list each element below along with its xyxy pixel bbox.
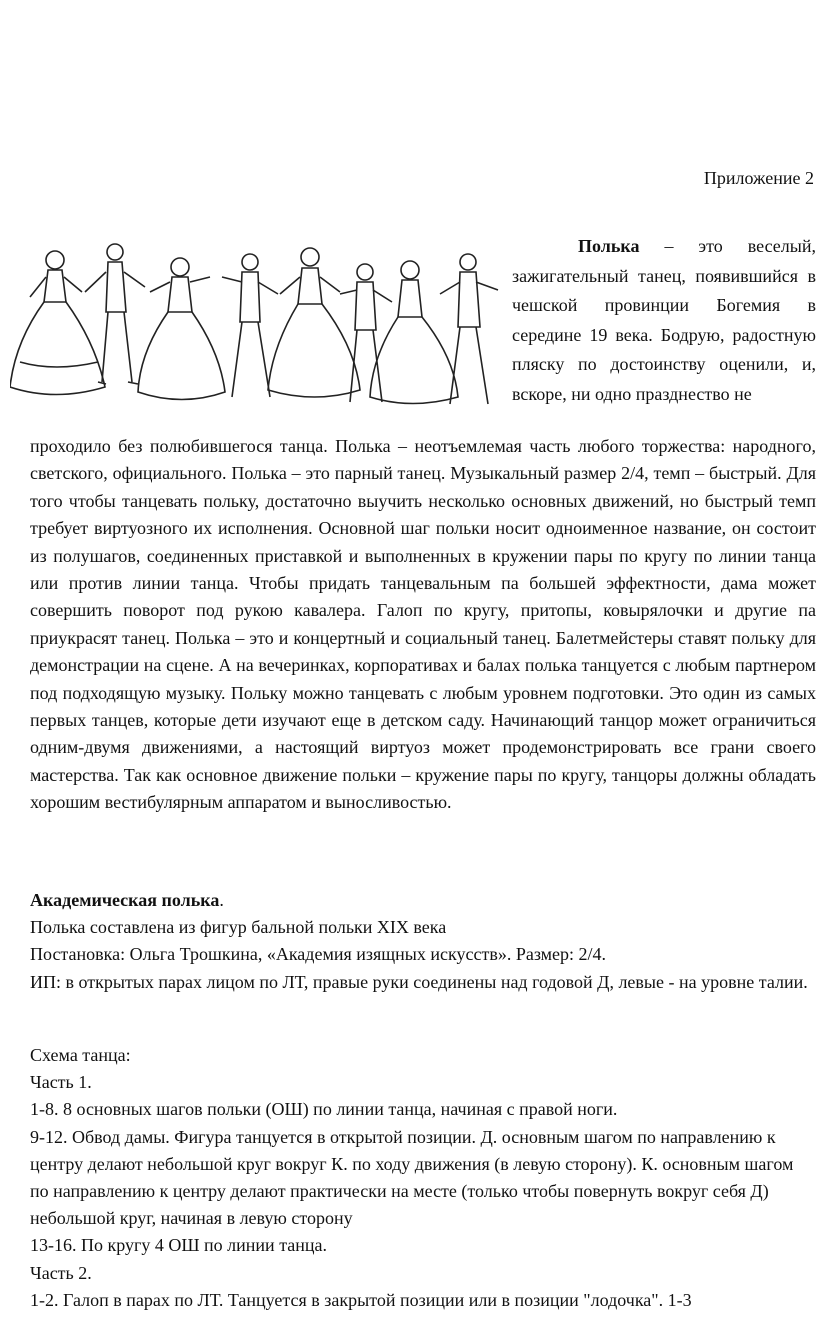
- scheme-step-3: 13-16. По кругу 4 ОШ по линии танца.: [30, 1235, 328, 1256]
- scheme-section: [30, 1042, 816, 1314]
- academic-line-1: Полька составлена из фигур бальной польки XIX века: [30, 917, 447, 938]
- academic-line-3: ИП: в открытых парах лицом по ЛТ, правые руки соединены над годовой Д, левые - на уровне талии.: [30, 971, 808, 992]
- scheme-step-2: 9-12. Обвод дамы. Фигура танцуется в открытой позиции. Д. основным шагом по направлению к центру делают небольшой круг вокруг К. по ходу движения (в левую сторону). К. основным шагом по направлению к центру делают практически на месте (только чтобы повернуть вокруг себя Д) небольшой круг, начиная в левую сторону: [30, 1126, 794, 1229]
- dancers-illustration-icon: [10, 232, 510, 422]
- intro-term: Полька: [578, 236, 640, 256]
- academic-section: [30, 887, 816, 996]
- academic-title: Академическая полька: [30, 890, 220, 910]
- scheme-part-1: Часть 1.: [30, 1072, 92, 1093]
- academic-title-line: [30, 887, 816, 914]
- main-paragraph: проходило без полюбившегося танца. Полька – неотъемлемая часть любого торжества: народного, светского, официального. Полька – это парный танец. Музыкальный размер 2/4, темп – быстрый. Для того чтобы танцевать польку, достаточно выучить несколько основных движений, но быстрый темп требует виртуозного их исполнения. Основной шаг польки носит одноименное название, он состоит из полушагов, соединенных приставкой и выполненных в кружении пары по кругу по линии танца или против линии танца. Чтобы придать танцевальным па большей эффектности, дама может совершить поворот под рукою кавалера. Галоп по кругу, притопы, ковырялочки и другие па приукрасят танец. Полька – это и концертный и социальный танец. Балетмейстеры ставят польку для демонстрации на сцене. А на вечеринках, корпоративах и балах полька танцуется с любым партнером под подходящую музыку. Польку можно танцевать с любым уровнем подготовки. Это один из самых первых танцев, которые дети изучают еще в детском саду. Начинающий танцор может ограничиться одним-двумя движениями, а настоящий виртуоз может продемонстрировать все грани своего мастерства. Так как основное движение польки – кружение пары по кругу, танцоры должны обладать хорошим вестибулярным аппаратом и выносливостью.: [30, 436, 816, 813]
- scheme-part-2: Часть 2.: [30, 1262, 92, 1283]
- document-page: [30, 0, 816, 1338]
- intro-text: – это веселый, зажигательный танец, появившийся в чешской провинции Богемия в середине 19 века. Бодрую, радостную пляску по достоинству оценили, и, вскоре, ни одно празднество не: [512, 236, 816, 404]
- appendix-label: Приложение 2: [703, 168, 814, 188]
- academic-line-2: Постановка: Ольга Трошкина, «Академия изящных искусств». Размер: 2/4.: [30, 944, 607, 965]
- intro-paragraph: [512, 232, 816, 409]
- scheme-step-1: 1-8. 8 основных шагов польки (ОШ) по линии танца, начиная с правой ноги.: [30, 1099, 618, 1120]
- scheme-heading: Схема танца:: [30, 1045, 131, 1065]
- scheme-step-4: 1-2. Галоп в парах по ЛТ. Танцуется в закрытой позиции или в позиции "лодочка". 1-3: [30, 1289, 692, 1310]
- academic-title-suffix: .: [219, 890, 224, 910]
